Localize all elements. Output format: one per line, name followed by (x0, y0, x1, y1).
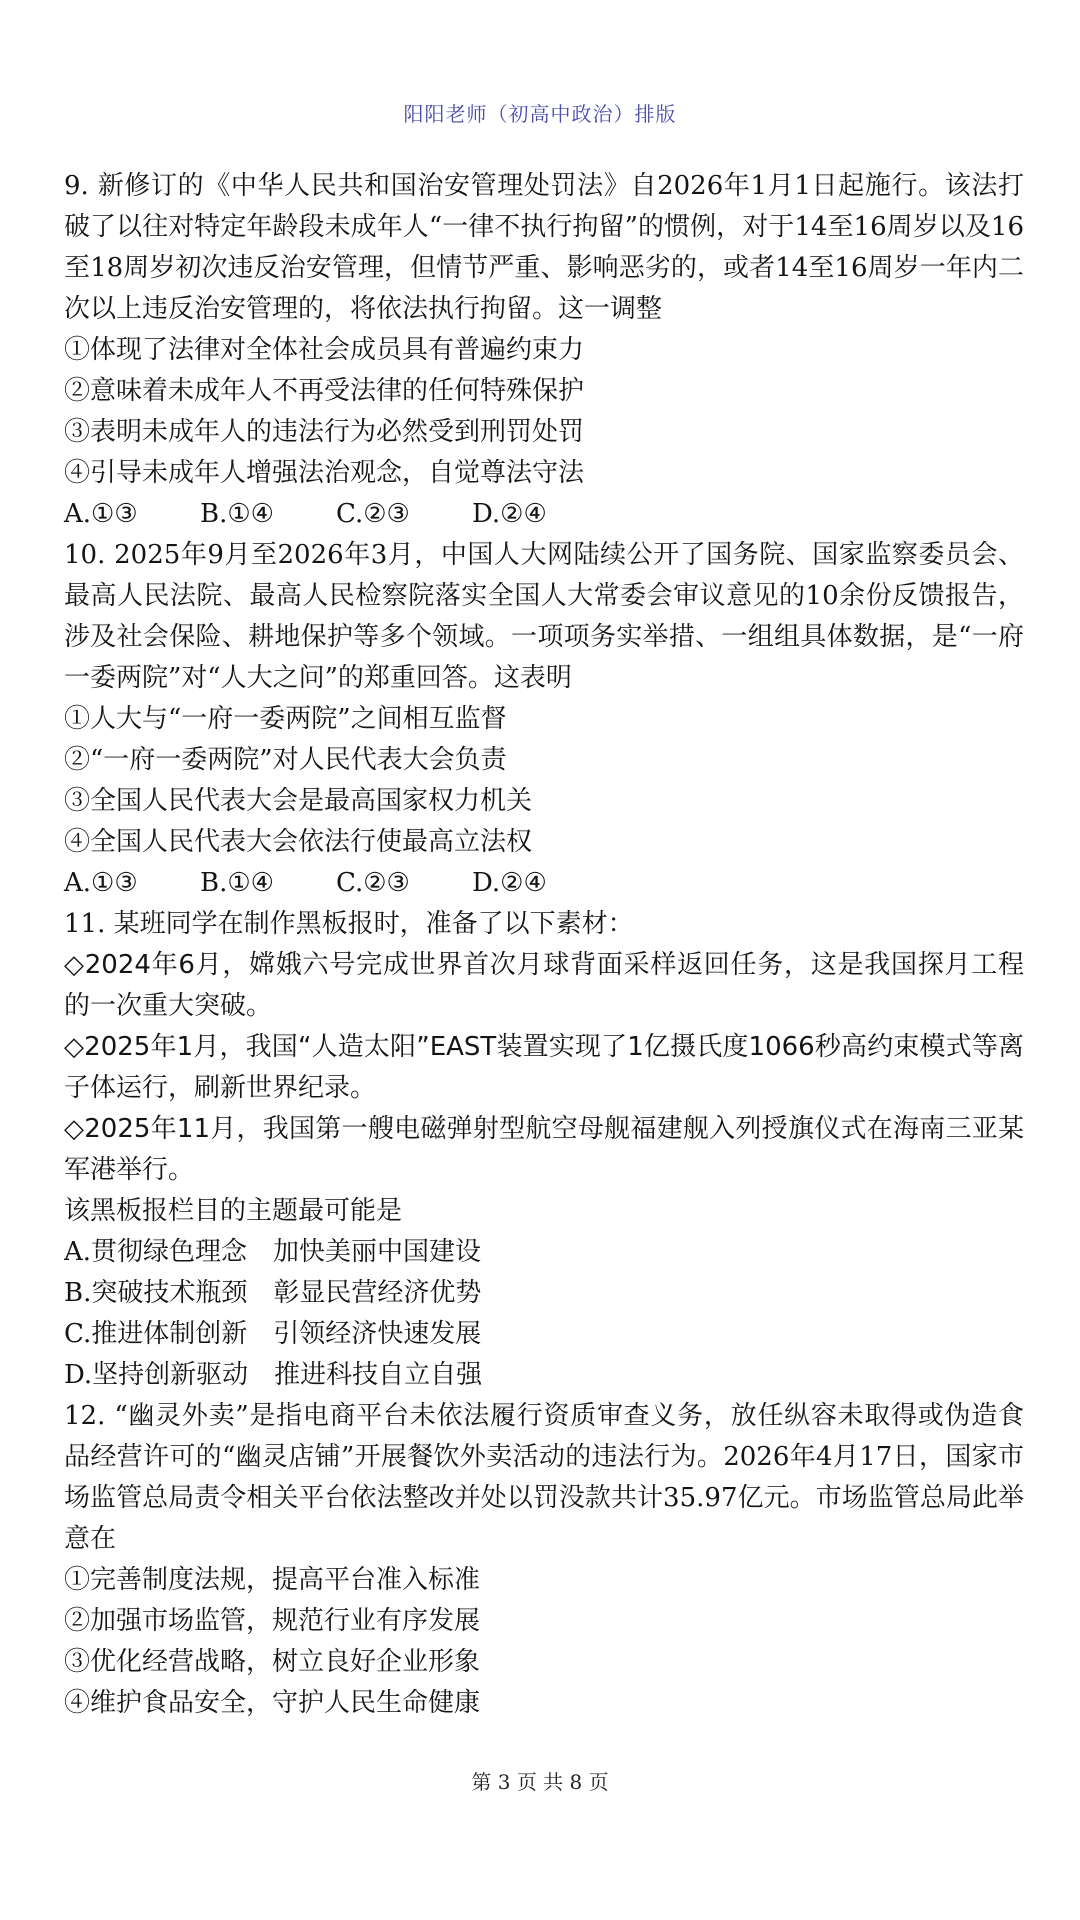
statement-item: ①人大与“一府一委两院”之间相互监督 (64, 704, 507, 734)
choice-a: A.贯彻绿色理念 加快美丽中国建设 (64, 1237, 482, 1267)
statement-item: ①完善制度法规，提高平台准入标准 (64, 1565, 481, 1595)
option-c: C.②③ (336, 499, 410, 529)
question-12 (64, 1396, 1024, 1724)
question-9 (64, 166, 1024, 535)
question-11 (64, 904, 1024, 1396)
question-stem: 9. 新修订的《中华人民共和国治安管理处罚法》自2026年1月1日起施行。该法打破了以往对特定年龄段未成年人“一律不执行拘留”的惯例，对于14至16周岁以及16至18周岁初次违反治安管理，但情节严重、影响恶劣的，或者14至16周岁一年内二次以上违反治安管理的，将依法执行拘留。这一调整 (64, 171, 1024, 324)
statement-item: ④引导未成年人增强法治观念，自觉尊法守法 (64, 458, 585, 488)
option-a: A.①③ (64, 499, 138, 529)
answer-options (64, 494, 1024, 535)
material-item: ◇2025年1月，我国“人造太阳”EAST装置实现了1亿摄氏度1066秒高约束模式等离子体运行，刷新世界纪录。 (64, 1032, 1024, 1103)
option-d: D.②④ (472, 499, 547, 529)
option-b: B.①④ (200, 868, 274, 898)
statement-item: ②加强市场监管，规范行业有序发展 (64, 1606, 481, 1636)
option-c: C.②③ (336, 868, 410, 898)
choice-d: D.坚持创新驱动 推进科技自立自强 (64, 1360, 483, 1390)
choice-b: B.突破技术瓶颈 彰显民营经济优势 (64, 1278, 482, 1308)
answer-options (64, 863, 1024, 904)
page-number: 第 3 页 共 8 页 (471, 1770, 609, 1794)
question-stem: 11. 某班同学在制作黑板报时，准备了以下素材： (64, 909, 634, 939)
material-item: ◇2024年6月，嫦娥六号完成世界首次月球背面采样返回任务，这是我国探月工程的一次重大突破。 (64, 950, 1024, 1021)
option-a: A.①③ (64, 868, 138, 898)
option-b: B.①④ (200, 499, 274, 529)
statement-item: ④维护食品安全，守护人民生命健康 (64, 1688, 481, 1718)
question-10 (64, 535, 1024, 904)
page-content (64, 166, 1024, 1724)
statement-item: ③表明未成年人的违法行为必然受到刑罚处罚 (64, 417, 585, 447)
statement-item: ③全国人民代表大会是最高国家权力机关 (64, 786, 533, 816)
question-prompt: 该黑板报栏目的主题最可能是 (64, 1196, 403, 1226)
choice-c: C.推进体制创新 引领经济快速发展 (64, 1319, 482, 1349)
question-stem: 10. 2025年9月至2026年3月，中国人大网陆续公开了国务院、国家监察委员会、最高人民法院、最高人民检察院落实全国人大常委会审议意见的10余份反馈报告，涉及社会保险、耕地保护等多个领域。一项项务实举措、一组组具体数据，是“一府一委两院”对“人大之问”的郑重回答。这表明 (64, 540, 1024, 693)
statement-item: ③优化经营战略，树立良好企业形象 (64, 1647, 481, 1677)
statement-item: ④全国人民代表大会依法行使最高立法权 (64, 827, 533, 857)
statement-item: ②意味着未成年人不再受法律的任何特殊保护 (64, 376, 585, 406)
statement-item: ①体现了法律对全体社会成员具有普遍约束力 (64, 335, 585, 365)
question-stem: 12. “幽灵外卖”是指电商平台未依法履行资质审查义务，放任纵容未取得或伪造食品经营许可的“幽灵店铺”开展餐饮外卖活动的违法行为。2026年4月17日，国家市场监管总局责令相关平台依法整改并处以罚没款共计35.97亿元。市场监管总局此举意在 (64, 1401, 1024, 1554)
option-d: D.②④ (472, 868, 547, 898)
statement-item: ②“一府一委两院”对人民代表大会负责 (64, 745, 507, 775)
material-item: ◇2025年11月，我国第一艘电磁弹射型航空母舰福建舰入列授旗仪式在海南三亚某军港举行。 (64, 1114, 1024, 1185)
page-header: 阳阳老师（初高中政治）排版 (403, 102, 677, 126)
